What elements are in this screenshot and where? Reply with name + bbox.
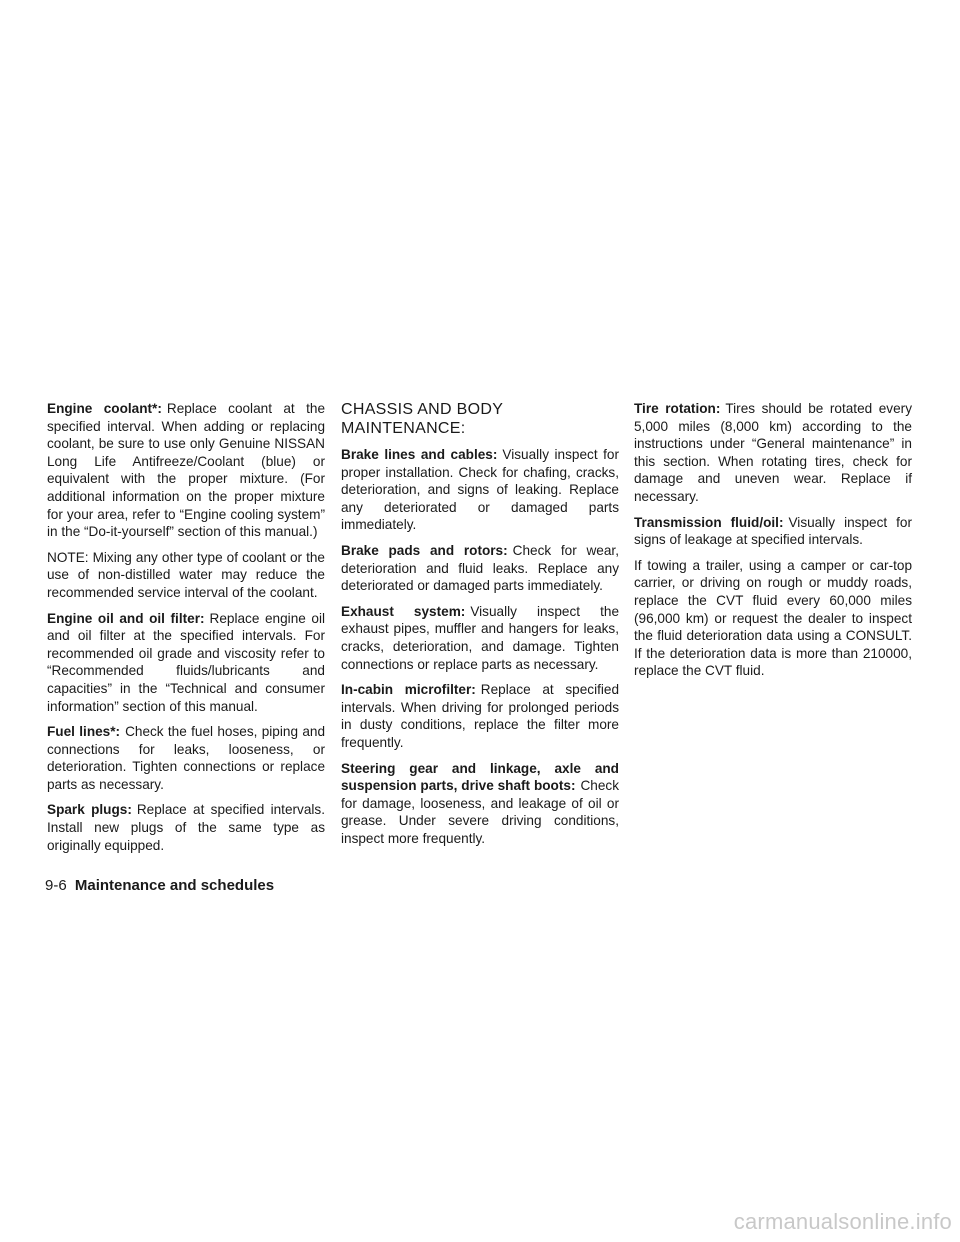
paragraph-text: Replace at specified intervals. Install new plugs of the same type as originally equipped. [47,802,325,853]
paragraph-text: Tires should be rotated every 5,000 miles (8,000 km) according to the instructions under “General maintenance” in this section. When rotating tires, check for damage and uneven wear. Replace if necessary. [634,401,912,504]
paragraph-spark-plugs [47,801,325,854]
watermark: carmanualsonline.info [733,1209,952,1234]
paragraph-microfilter [341,681,619,751]
paragraph-exhaust [341,603,619,673]
paragraph-lead: Transmission fluid/oil: [634,514,784,530]
paragraph-engine-oil [47,610,325,716]
paragraph-text: Replace coolant at the specified interval. When adding or replacing coolant, be sure to use only Genuine NISSAN Long Life Antifreeze/Coolant (blue) or equivalent with the proper mixture. (For additional information on the proper mixture for your area, refer to “Engine cooling system” in the “Do-it-yourself” section of this manual.) [47,401,326,540]
page-footer [45,876,274,896]
paragraph-text: Visually inspect the exhaust pipes, muffler and hangers for leaks, cracks, deterioration, and damage. Tighten connections or replace parts as necessary. [341,603,619,672]
column-left [47,400,325,862]
paragraph-text: Check for wear, deterioration and fluid leaks. Replace any deteriorated or damaged parts immediately. [341,542,619,594]
paragraph-lead: Steering gear and linkage, axle and suspension parts, drive shaft boots: [341,760,619,794]
paragraph-brake-pads [341,542,619,595]
paragraph-transmission [634,514,912,549]
paragraph-text: Replace at specified intervals. When driving for prolonged periods in dusty conditions, replace the filter more frequently. [341,682,620,750]
paragraph-tire-rotation [634,400,912,506]
paragraph-text: Visually inspect for proper installation. Check for chafing, cracks, deterioration, and signs of leaking. Replace any deteriorated or damaged parts immediately. [341,447,619,533]
paragraph-text: Check the fuel hoses, piping and connections for leaks, looseness, or deterioration. Tighten connections or replace parts as necessary. [47,724,325,792]
paragraph-lead: Engine oil and oil filter: [47,610,205,626]
paragraph-brake-lines [341,446,619,534]
paragraph-coolant-note [47,549,325,602]
paragraph-engine-coolant [47,400,325,541]
section-heading: CHASSIS AND BODY MAINTENANCE: [341,401,503,437]
paragraph-steering [341,760,619,848]
paragraph-lead: Tire rotation: [634,401,721,416]
paragraph-text: If towing a trailer, using a camper or car-top carrier, or driving on rough or muddy roads, replace the CVT fluid every 60,000 miles (96,000 km) or request the dealer to inspect the fluid deterioration data using a CONSULT. If the deterioration data is more than 210000, replace the CVT fluid. [634,557,912,679]
paragraph-lead: Fuel lines*: [47,724,121,740]
paragraph-text: NOTE: Mixing any other type of coolant or the use of non-distilled water may reduce the recommended service interval of the coolant. [47,549,325,600]
paragraph-lead: In-cabin microfilter: [341,682,476,698]
paragraph-lead: Brake pads and rotors: [341,542,508,558]
section-title: Maintenance and schedules [74,877,275,894]
paragraph-cvt-fluid [634,557,912,680]
paragraph-lead: Engine coolant*: [47,401,162,416]
page-number: 9-6 [45,877,67,894]
paragraph-lead: Brake lines and cables: [341,447,498,462]
paragraph-fuel-lines [47,723,325,793]
column-middle [341,400,619,855]
paragraph-text: Replace engine oil and oil filter at the specified intervals. For recommended oil grade and viscosity refer to “Recommended fluids/lubricants and capacities” in the “Technical and consumer information” section of this manual. [47,610,325,714]
paragraph-text: Visually inspect for signs of leakage at specified intervals. [634,514,912,548]
paragraph-lead: Spark plugs: [47,802,132,818]
column-right [634,400,912,688]
paragraph-text: Check for damage, looseness, and leakage of oil or grease. Under severe driving conditions, inspect more frequently. [341,778,619,846]
paragraph-lead: Exhaust system: [341,603,466,619]
